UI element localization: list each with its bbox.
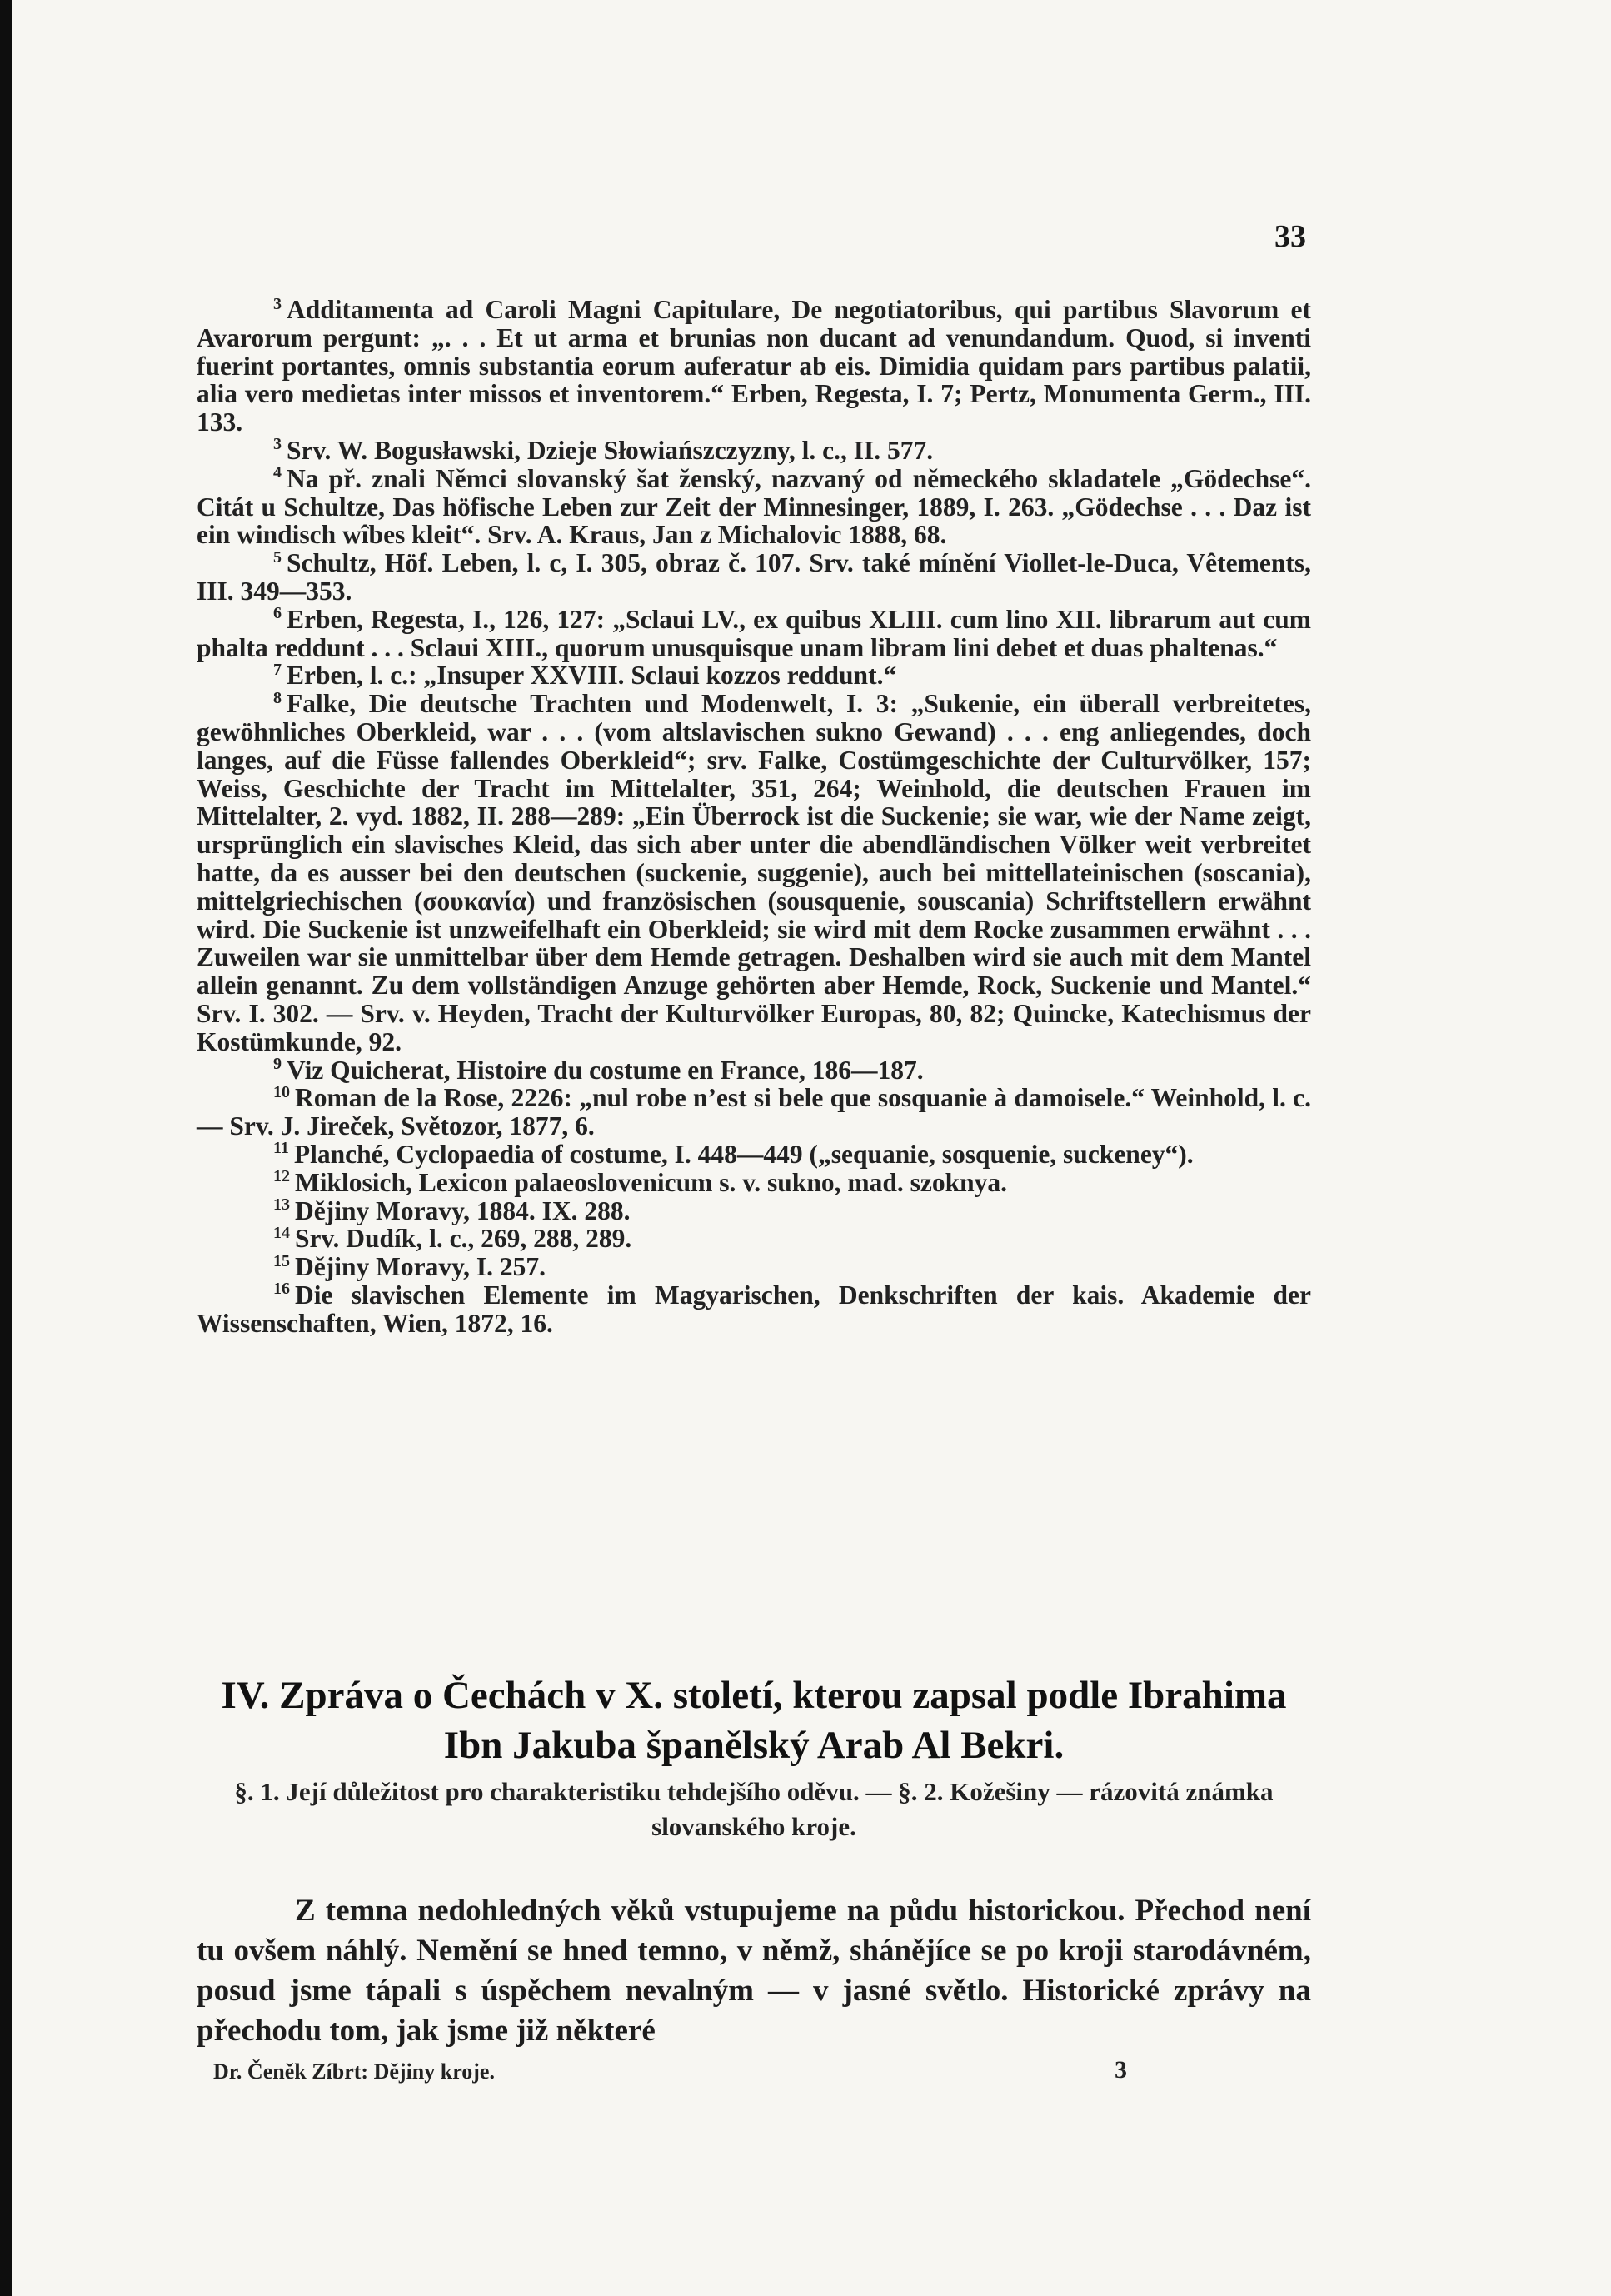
footnote-marker: 3 <box>273 294 282 313</box>
footnote-9 <box>197 1056 1311 1085</box>
footnote-5 <box>197 549 1311 606</box>
footnote-12 <box>197 1169 1311 1197</box>
footer-sheet-number: 3 <box>1115 2056 1127 2084</box>
footnote-11 <box>197 1141 1311 1169</box>
footnote-text: Na př. znali Němci slovanský šat ženský, nazvaný od německého skladatele „Gödechse“. Citát u Schultze, Das höfische Leben zur Zeit der Minnesinger, 1889, I. 263. „Gödechse . . . Daz ist ein windisch wîbes kleit“. Srv. A. Kraus, Jan z Michalovic 1888, 68. <box>197 463 1311 550</box>
footnote-text: Srv. W. Bogusławski, Dzieje Słowiańszczyzny, l. c., II. 577. <box>287 435 934 465</box>
footnote-text: Erben, Regesta, I., 126, 127: „Sclaui LV., ex quibus XLIII. cum lino XII. librarum aut cum phalta reddunt . . . Sclaui XIII., quorum unusquisque unam libram lini debet et duas phaltenas.“ <box>197 604 1311 662</box>
footnote-7 <box>197 661 1311 690</box>
footnote-14 <box>197 1225 1311 1253</box>
footnote-3a <box>197 296 1311 437</box>
footnote-13 <box>197 1197 1311 1225</box>
footnote-text: Viz Quicherat, Histoire du costume en France, 186—187. <box>287 1055 924 1085</box>
footnote-marker: 8 <box>273 688 282 707</box>
footer-author-title: Dr. Čeněk Zíbrt: Dějiny kroje. <box>213 2059 495 2084</box>
footnote-text: Falke, Die deutsche Trachten und Modenwelt, I. 3: „Sukenie, ein überall verbreitetes, gewöhnliches Oberkleid, war . . . (vom altslavischen sukno Gewand) . . . eng anliegendes, doch langes, auf die Füsse fallendes Oberkleid“; srv. Falke, Costümgeschichte der Culturvölker, 157; Weiss, Geschichte der Tracht im Mittelalter, 351, 264; Weinhold, die deutschen Frauen im Mittelalter, 2. vyd. 1882, II. 288—289: „Ein Überrock ist die Suckenie; sie war, wie der Name zeigt, ursprünglich ein slavisches Kleid, das sich aber unter die abendländischen Völker weit verbreitet hatte, da es ausser bei den deutschen (suckenie, suggenie), auch bei mittellateinischen (soscania), mittelgriechischen (σουκανία) und französischen (sousquenie, souscania) Schriftstellern erwähnt wird. Die Suckenie ist unzweifelhaft ein Oberkleid; sie wird mit dem Rocke zusammen erwähnt . . . Zuweilen war sie unmittelbar über dem Hemde getragen. Deshalben wird sie auch mit dem Mantel allein genannt. Zu dem vollständigen Anzuge gehörten aber Hemde, Rock, Suckenie und Mantel.“ Srv. I. 302. — Srv. v. Heyden, Tracht der Kulturvölker Europas, 80, 82; Quincke, Katechismus der Kostümkunde, 92. <box>197 689 1311 1056</box>
footnote-text: Srv. Dudík, l. c., 269, 288, 289. <box>295 1224 632 1254</box>
footnote-text: Erben, l. c.: „Insuper XXVIII. Sclaui kozzos reddunt.“ <box>287 661 897 691</box>
footnote-15 <box>197 1253 1311 1281</box>
footnotes <box>197 296 1311 1337</box>
footnote-marker: 6 <box>273 604 282 623</box>
footnote-text: Miklosich, Lexicon palaeoslovenicum s. v. sukno, mad. szoknya. <box>295 1167 1008 1197</box>
footnote-marker: 13 <box>273 1195 290 1214</box>
body-paragraph: Z temna nedohledných věků vstupujeme na půdu historickou. Přechod není tu ovšem náhlý. Nemění se hned temno, v němž, shánějíce se po kroji starodávném, posud jsme tápali s úspěchem nevalným — v jasné světlo. Historické zprávy na přechodu tom, jak jsme již některé <box>197 1894 1311 2048</box>
section-heading: IV. Zpráva o Čechách v X. století, kterou zapsal podle Ibrahima Ibn Jakuba španělský Arab Al Bekri. <box>221 1674 1287 1767</box>
footnote-marker: 14 <box>273 1223 290 1242</box>
footnote-8 <box>197 690 1311 1056</box>
footnote-text: Schultz, Höf. Leben, l. c, I. 305, obraz č. 107. Srv. také mínění Viollet-le-Duca, Vêtements, III. 349—353. <box>197 548 1311 606</box>
footnote-text: Dějiny Moravy, 1884. IX. 288. <box>295 1195 631 1225</box>
footnote-text: Additamenta ad Caroli Magni Capitulare, De negotiatoribus, qui partibus Slavorum et Avarorum pergunt: „. . . Et ut arma et brunias non ducant ad venundandum. Quod, si inventi fuerint portantes, omnis substantia eorum auferatur ab eis. Dimidia quidam pars partibus palatii, alia vero medietas inter missos et inventorem.“ Erben, Regesta, I. 7; Pertz, Monumenta Germ., III. 133. <box>197 295 1311 437</box>
footnote-10 <box>197 1084 1311 1141</box>
footnote-marker: 4 <box>273 463 282 482</box>
section-subheading: §. 1. Její důležitost pro charakteristiku tehdejšího oděvu. — §. 2. Kožešiny — rázovitá známka slovanského kroje. <box>234 1777 1274 1841</box>
footnote-marker: 7 <box>273 660 282 679</box>
footnote-marker: 5 <box>273 547 282 567</box>
scan-border <box>0 0 12 2296</box>
footnote-marker: 10 <box>273 1082 290 1101</box>
footnote-text: Planché, Cyclopaedia of costume, I. 448—449 („sequanie, sosquenie, suckeney“). <box>293 1139 1194 1169</box>
footnote-marker: 3 <box>273 435 282 454</box>
footnote-4 <box>197 465 1311 549</box>
footnote-marker: 11 <box>273 1139 289 1158</box>
footnote-marker: 9 <box>273 1055 282 1074</box>
footnote-marker: 16 <box>273 1280 290 1299</box>
footnote-6 <box>197 606 1311 662</box>
footnote-text: Roman de la Rose, 2226: „nul robe n’est si bele que sosquanie à damoisele.“ Weinhold, l. c. — Srv. J. Jireček, Světozor, 1877, 6. <box>197 1083 1311 1141</box>
footnote-marker: 12 <box>273 1167 290 1186</box>
footnote-text: Dějiny Moravy, I. 257. <box>295 1252 546 1282</box>
footnote-3b <box>197 437 1311 465</box>
page-number: 33 <box>1274 219 1306 254</box>
footnote-text: Die slavischen Elemente im Magyarischen, Denkschriften der kais. Akademie der Wissenschaften, Wien, 1872, 16. <box>197 1280 1311 1338</box>
footnote-marker: 15 <box>273 1251 290 1270</box>
footnote-16 <box>197 1281 1311 1338</box>
